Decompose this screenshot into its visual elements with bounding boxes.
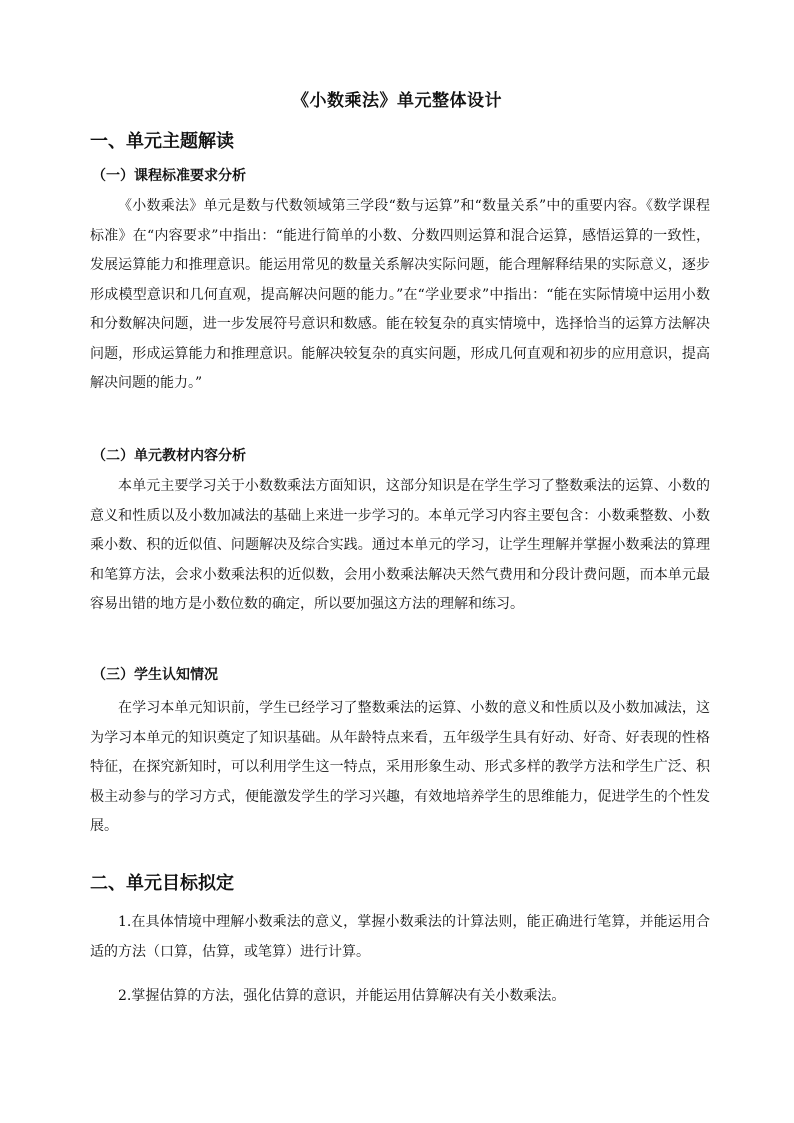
goal-item-1: 1.在具体情境中理解小数乘法的意义，掌握小数乘法的计算法则，能正确进行笔算，并能运用合适的方法（口算，估算，或笔算）进行计算。 [90, 914, 710, 960]
document-title: 《小数乘法》单元整体设计 [292, 91, 502, 111]
paragraph-curriculum-standard: 《小数乘法》单元是数与代数领域第三学段“数与运算”和“数量关系”中的重要内容。《数学课程标准》在“内容要求”中指出：“能进行简单的小数、分数四则运算和混合运算，感悟运算的一致性，发展运算能力和推理意识。能运用常见的数量关系解决实际问题，能合理解释结果的实际意义，逐步形成模型意识和几何直观，提高解决问题的能力。”在“学业要求”中指出：“能在实际情境中运用小数和分数解决问题，进一步发展符号意识和数感。能在较复杂的真实情境中，选择恰当的运算方法解决问题，形成运算能力和推理意识。能解决较复杂的真实问题，形成几何直观和初步的应用意识，提高解决问题的能力。” [90, 198, 710, 391]
section-heading-1: 一、单元主题解读 [90, 131, 234, 152]
paragraph-student-cognition: 在学习本单元知识前，学生已经学习了整数乘法的运算、小数的意义和性质以及小数加减法，这为学习本单元的知识奠定了知识基础。从年龄特点来看，五年级学生具有好动、好奇、好表现的性格特征，在探究新知时，可以利用学生这一特点，采用形象生动、形式多样的教学方法和学生广泛、积极主动参与的学习方式，便能激发学生的学习兴趣，有效地培养学生的思维能力，促进学生的个性发展。 [90, 700, 710, 834]
paragraph-textbook-analysis: 本单元主要学习关于小数数乘法方面知识，这部分知识是在学生学习了整数乘法的运算、小数的意义和性质以及小数加减法的基础上来进一步学习的。本单元学习内容主要包含：小数乘整数、小数乘小数、积的近似值、问题解决及综合实践。通过本单元的学习，让学生理解并掌握小数乘法的算理和笔算方法，会求小数乘法积的近似数，会用小数乘法解决天然气费用和分段计费问题，而本单元最容易出错的地方是小数位数的确定，所以要加强这方法的理解和练习。 [90, 478, 710, 612]
subsection-heading-2: （二）单元教材内容分析 [92, 448, 246, 464]
section-heading-2: 二、单元目标拟定 [90, 873, 234, 894]
goal-item-2: 2.掌握估算的方法，强化估算的意识，并能运用估算解决有关小数乘法。 [118, 988, 566, 1004]
subsection-heading-1: （一）课程标准要求分析 [92, 168, 246, 184]
subsection-heading-3: （三）学生认知情况 [92, 667, 218, 683]
